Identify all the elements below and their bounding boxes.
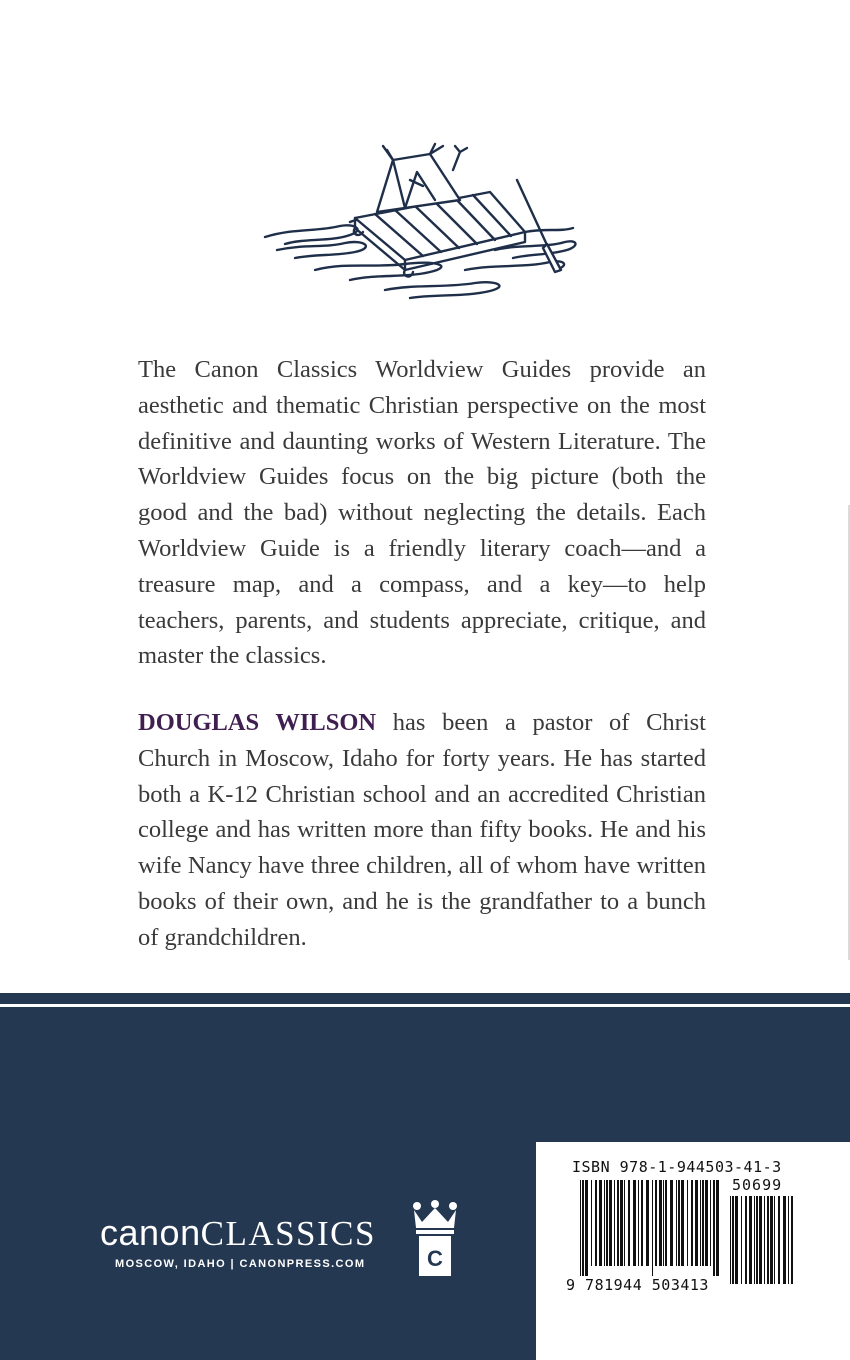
barcode-bar	[641, 1180, 643, 1266]
barcode-bar	[774, 1196, 775, 1284]
logo-wordmark	[100, 1212, 376, 1254]
author-bio-text: has been a pastor of Christ Church in Moscow, Idaho for forty years. He has started both a K-12 Christian school and an accredited Christian college and has written more than fifty books. He and his wife Nancy have three children, all of whom have written books of their own, and he is the grandfather to a bunch of grandchildren.	[138, 709, 706, 951]
barcode-bar	[732, 1196, 734, 1284]
barcode-bar	[595, 1180, 597, 1266]
band-divider	[0, 1004, 850, 1007]
barcode-bar	[624, 1180, 625, 1266]
barcode-bar	[735, 1196, 738, 1284]
barcode-bar	[778, 1196, 780, 1284]
isbn-label: ISBN 978-1-944503-41-3	[572, 1158, 782, 1176]
barcode-bar	[756, 1196, 758, 1284]
barcode-bar	[713, 1180, 715, 1276]
barcode-bar	[705, 1180, 708, 1266]
barcode-bar	[591, 1180, 592, 1266]
barcode-bar	[681, 1180, 684, 1266]
barcode-bar	[678, 1180, 680, 1266]
barcode-bar	[585, 1180, 588, 1276]
barcode-bar	[710, 1180, 711, 1266]
barcode-bar	[788, 1196, 789, 1284]
barcode-bar	[791, 1196, 793, 1284]
barcode-bar	[628, 1180, 630, 1266]
barcode-bar	[670, 1180, 673, 1266]
ean-digits: 9 781944 503413	[566, 1276, 709, 1294]
barcode-bar	[609, 1180, 612, 1266]
barcode-bar	[665, 1180, 667, 1266]
canon-classics-logo	[100, 1200, 520, 1280]
barcode-bar	[783, 1196, 786, 1284]
barcode-addon-number: 50699	[732, 1176, 783, 1194]
logo-word-classics: CLASSICS	[200, 1214, 376, 1253]
barcode-bar	[764, 1196, 765, 1284]
raft-with-tent-icon	[255, 140, 585, 305]
barcode-bar	[606, 1180, 608, 1266]
logo-word-canon: canon	[100, 1212, 201, 1253]
barcode-bar	[700, 1180, 701, 1266]
barcode-bar	[754, 1196, 755, 1284]
barcode-bar	[741, 1196, 742, 1284]
ean-barcode	[580, 1180, 720, 1276]
addon-barcode	[730, 1196, 794, 1284]
barcode-bar	[770, 1196, 773, 1284]
barcode-bar	[702, 1180, 704, 1266]
barcode-bar	[663, 1180, 664, 1266]
barcode-bar	[580, 1180, 581, 1276]
logo-subtitle: MOSCOW, IDAHO | CANONPRESS.COM	[115, 1258, 366, 1270]
barcode-bar	[767, 1196, 769, 1284]
barcode-bar	[676, 1180, 677, 1266]
author-name: DOUGLAS WILSON	[138, 709, 377, 736]
author-bio	[138, 705, 706, 956]
barcode-bar	[617, 1180, 619, 1266]
barcode-bar	[659, 1180, 662, 1266]
barcode-bar	[759, 1196, 762, 1284]
series-description: The Canon Classics Worldview Guides provide an aesthetic and thematic Christian perspective on the most definitive and daunting works of Western Literature. The Worldview Guides focus on the big picture (both the good and the bad) without neglecting the details. Each Worldview Guide is a friendly literary coach—and a treasure map, and a compass, and a key—to help teachers, parents, and students appreciate, critique, and master the classics.	[138, 356, 706, 670]
barcode-bar	[695, 1180, 698, 1266]
barcode-bar	[730, 1196, 731, 1284]
barcode-bar	[652, 1180, 653, 1276]
barcode-bar	[582, 1180, 584, 1276]
crown-letter: C	[427, 1246, 443, 1271]
barcode-bar	[599, 1180, 602, 1266]
barcode-bar	[646, 1180, 649, 1266]
barcode-bar	[687, 1180, 688, 1266]
barcode-bar	[620, 1180, 623, 1266]
barcode-bar	[745, 1196, 747, 1284]
barcode-bar	[716, 1180, 719, 1276]
barcode-bar	[638, 1180, 639, 1266]
barcode-bar	[691, 1180, 693, 1266]
barcode-bar	[614, 1180, 615, 1266]
crown-icon	[410, 1200, 460, 1280]
barcode-bar	[604, 1180, 605, 1266]
barcode-bar	[633, 1180, 636, 1266]
barcode-area	[536, 1142, 850, 1360]
barcode-bar	[749, 1196, 752, 1284]
barcode-bar	[655, 1180, 657, 1266]
